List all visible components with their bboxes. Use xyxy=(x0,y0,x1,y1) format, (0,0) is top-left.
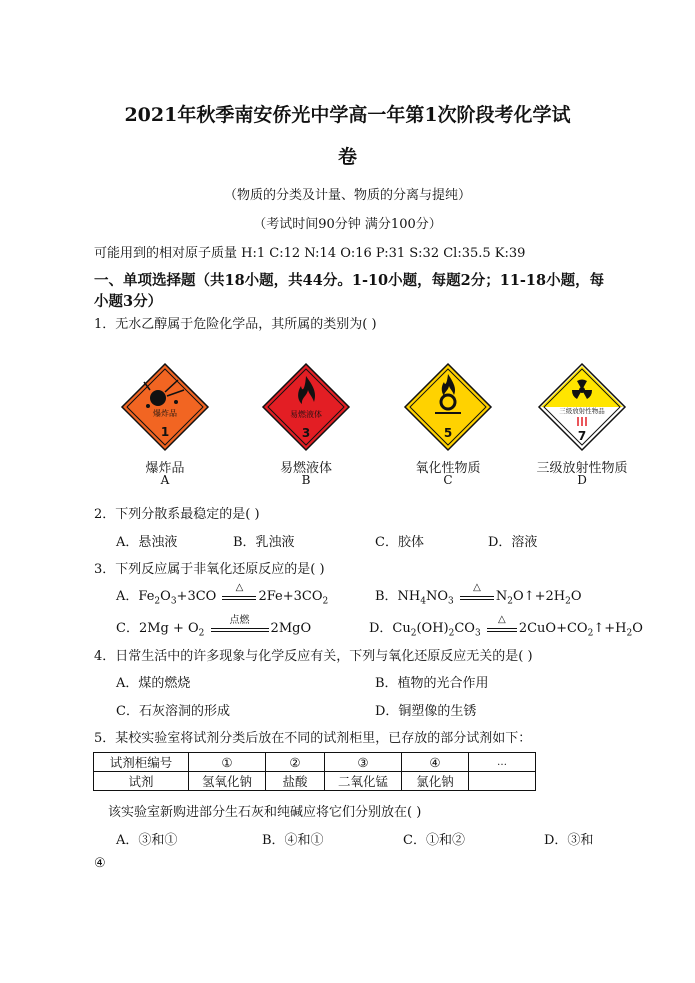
sign-d-name: 三级放射性物质 xyxy=(536,461,628,476)
table-cell: ④ xyxy=(402,753,469,772)
sign-a-name: 爆炸品 xyxy=(145,461,185,476)
q3-c-condition: 点燃 xyxy=(229,614,250,626)
flammable-sign-number: 3 xyxy=(301,426,311,440)
table-cell: 二氧化锰 xyxy=(325,772,402,791)
flammable-liquid-sign-icon xyxy=(261,362,351,452)
exam-subtitle: （物质的分类及计量、物质的分离与提纯） xyxy=(223,188,471,203)
table-cell: ② xyxy=(266,753,325,772)
oxidizer-sign-number: 5 xyxy=(443,426,453,440)
q4-stem: 4．日常生活中的许多现象与化学反应有关，下列与氧化还原反应无关的是( ) xyxy=(94,649,533,664)
q5-option-b: B．④和① xyxy=(262,833,324,848)
q3-option-d: D．$Cu_2(OH)_2CO_3$ △ $2CuO+CO_2↑+H_2O$ xyxy=(369,613,643,639)
table-cell: 氯化钠 xyxy=(402,772,469,791)
q4-option-d: D．铜塑像的生锈 xyxy=(375,704,477,719)
q4-option-a: A．煤的燃烧 xyxy=(116,676,191,691)
q5-option-c: C．①和② xyxy=(403,833,465,848)
q4-option-c: C．石灰溶洞的形成 xyxy=(116,704,230,719)
q4-option-b: B．植物的光合作用 xyxy=(375,676,489,691)
table-row xyxy=(94,753,536,772)
q3-option-a: A．$Fe_2O_3+3CO$ △ $2Fe+3CO_2$ xyxy=(116,581,329,607)
q2-option-b: B．乳浊液 xyxy=(233,535,295,550)
exam-title-line2: 卷 xyxy=(337,146,357,168)
flammable-sign-text: 易燃液体 xyxy=(290,410,322,419)
q3-stem: 3．下列反应属于非氧化还原反应的是( ) xyxy=(94,562,325,577)
radioactive-sign-text: 三级放射性物品 xyxy=(559,407,605,415)
section1-heading: 一、单项选择题（共18小题，共44分。1-10小题，每题2分；11-18小题，每小题3分） xyxy=(94,272,605,310)
q2-option-d: D．溶液 xyxy=(488,535,538,550)
table-cell xyxy=(469,772,536,791)
q5-stem: 5．某校实验室将试剂分类后放在不同的试剂柜里，已存放的部分试剂如下： xyxy=(94,731,532,746)
table-cell: 试剂 xyxy=(94,772,189,791)
exam-info: （考试时间90分钟 满分100分） xyxy=(253,217,442,232)
reagent-cabinet-table xyxy=(93,752,536,791)
q5-option-d-wrap: ④ xyxy=(94,856,106,871)
table-cell: 氢氧化钠 xyxy=(189,772,266,791)
sign-c-name: 氧化性物质 xyxy=(415,461,481,476)
table-cell: ① xyxy=(189,753,266,772)
table-cell: … xyxy=(469,753,536,772)
q2-stem: 2．下列分散系最稳定的是( ) xyxy=(94,507,260,522)
sign-d-letter: D xyxy=(577,473,587,487)
q1-stem: 1．无水乙醇属于危险化学品，其所属的类别为( ) xyxy=(94,317,377,332)
oxidizer-sign-icon xyxy=(403,362,493,452)
atomic-masses: 可能用到的相对原子质量 H:1 C:12 N:14 O:16 P:31 S:32 Cl:35.5 K:39 xyxy=(94,246,526,261)
explosive-sign-icon xyxy=(120,362,210,452)
explosive-sign-number: 1 xyxy=(160,425,170,439)
q5-followup: 该实验室新购进部分生石灰和纯碱应将它们分别放在( ) xyxy=(108,805,422,820)
sign-a-letter: A xyxy=(160,473,170,487)
table-row xyxy=(94,772,536,791)
table-cell: 盐酸 xyxy=(266,772,325,791)
exam-title-line1: 2021年秋季南安侨光中学高一年第1次阶段考化学试 xyxy=(124,104,571,126)
explosive-sign-text: 爆炸品 xyxy=(153,409,177,418)
q3-option-b: B．$NH_4NO_3$ △ $N_2O↑+2H_2O$ xyxy=(375,581,582,607)
sign-c-letter: C xyxy=(443,473,453,487)
q5-option-d: D．③和 xyxy=(544,833,594,848)
q2-option-c: C．胶体 xyxy=(375,535,424,550)
sign-b-letter: B xyxy=(301,473,311,487)
radioactive-sign-icon xyxy=(537,362,627,452)
q2-option-a: A．悬浊液 xyxy=(116,535,178,550)
q5-option-a: A．③和① xyxy=(116,833,178,848)
sign-b-name: 易燃液体 xyxy=(279,461,332,476)
radioactive-sign-number: 7 xyxy=(577,429,587,443)
table-cell: 试剂柜编号 xyxy=(94,753,189,772)
q3-option-c: C．$2Mg + O_2$ 点燃 2MgO xyxy=(116,617,311,639)
table-cell: ③ xyxy=(325,753,402,772)
